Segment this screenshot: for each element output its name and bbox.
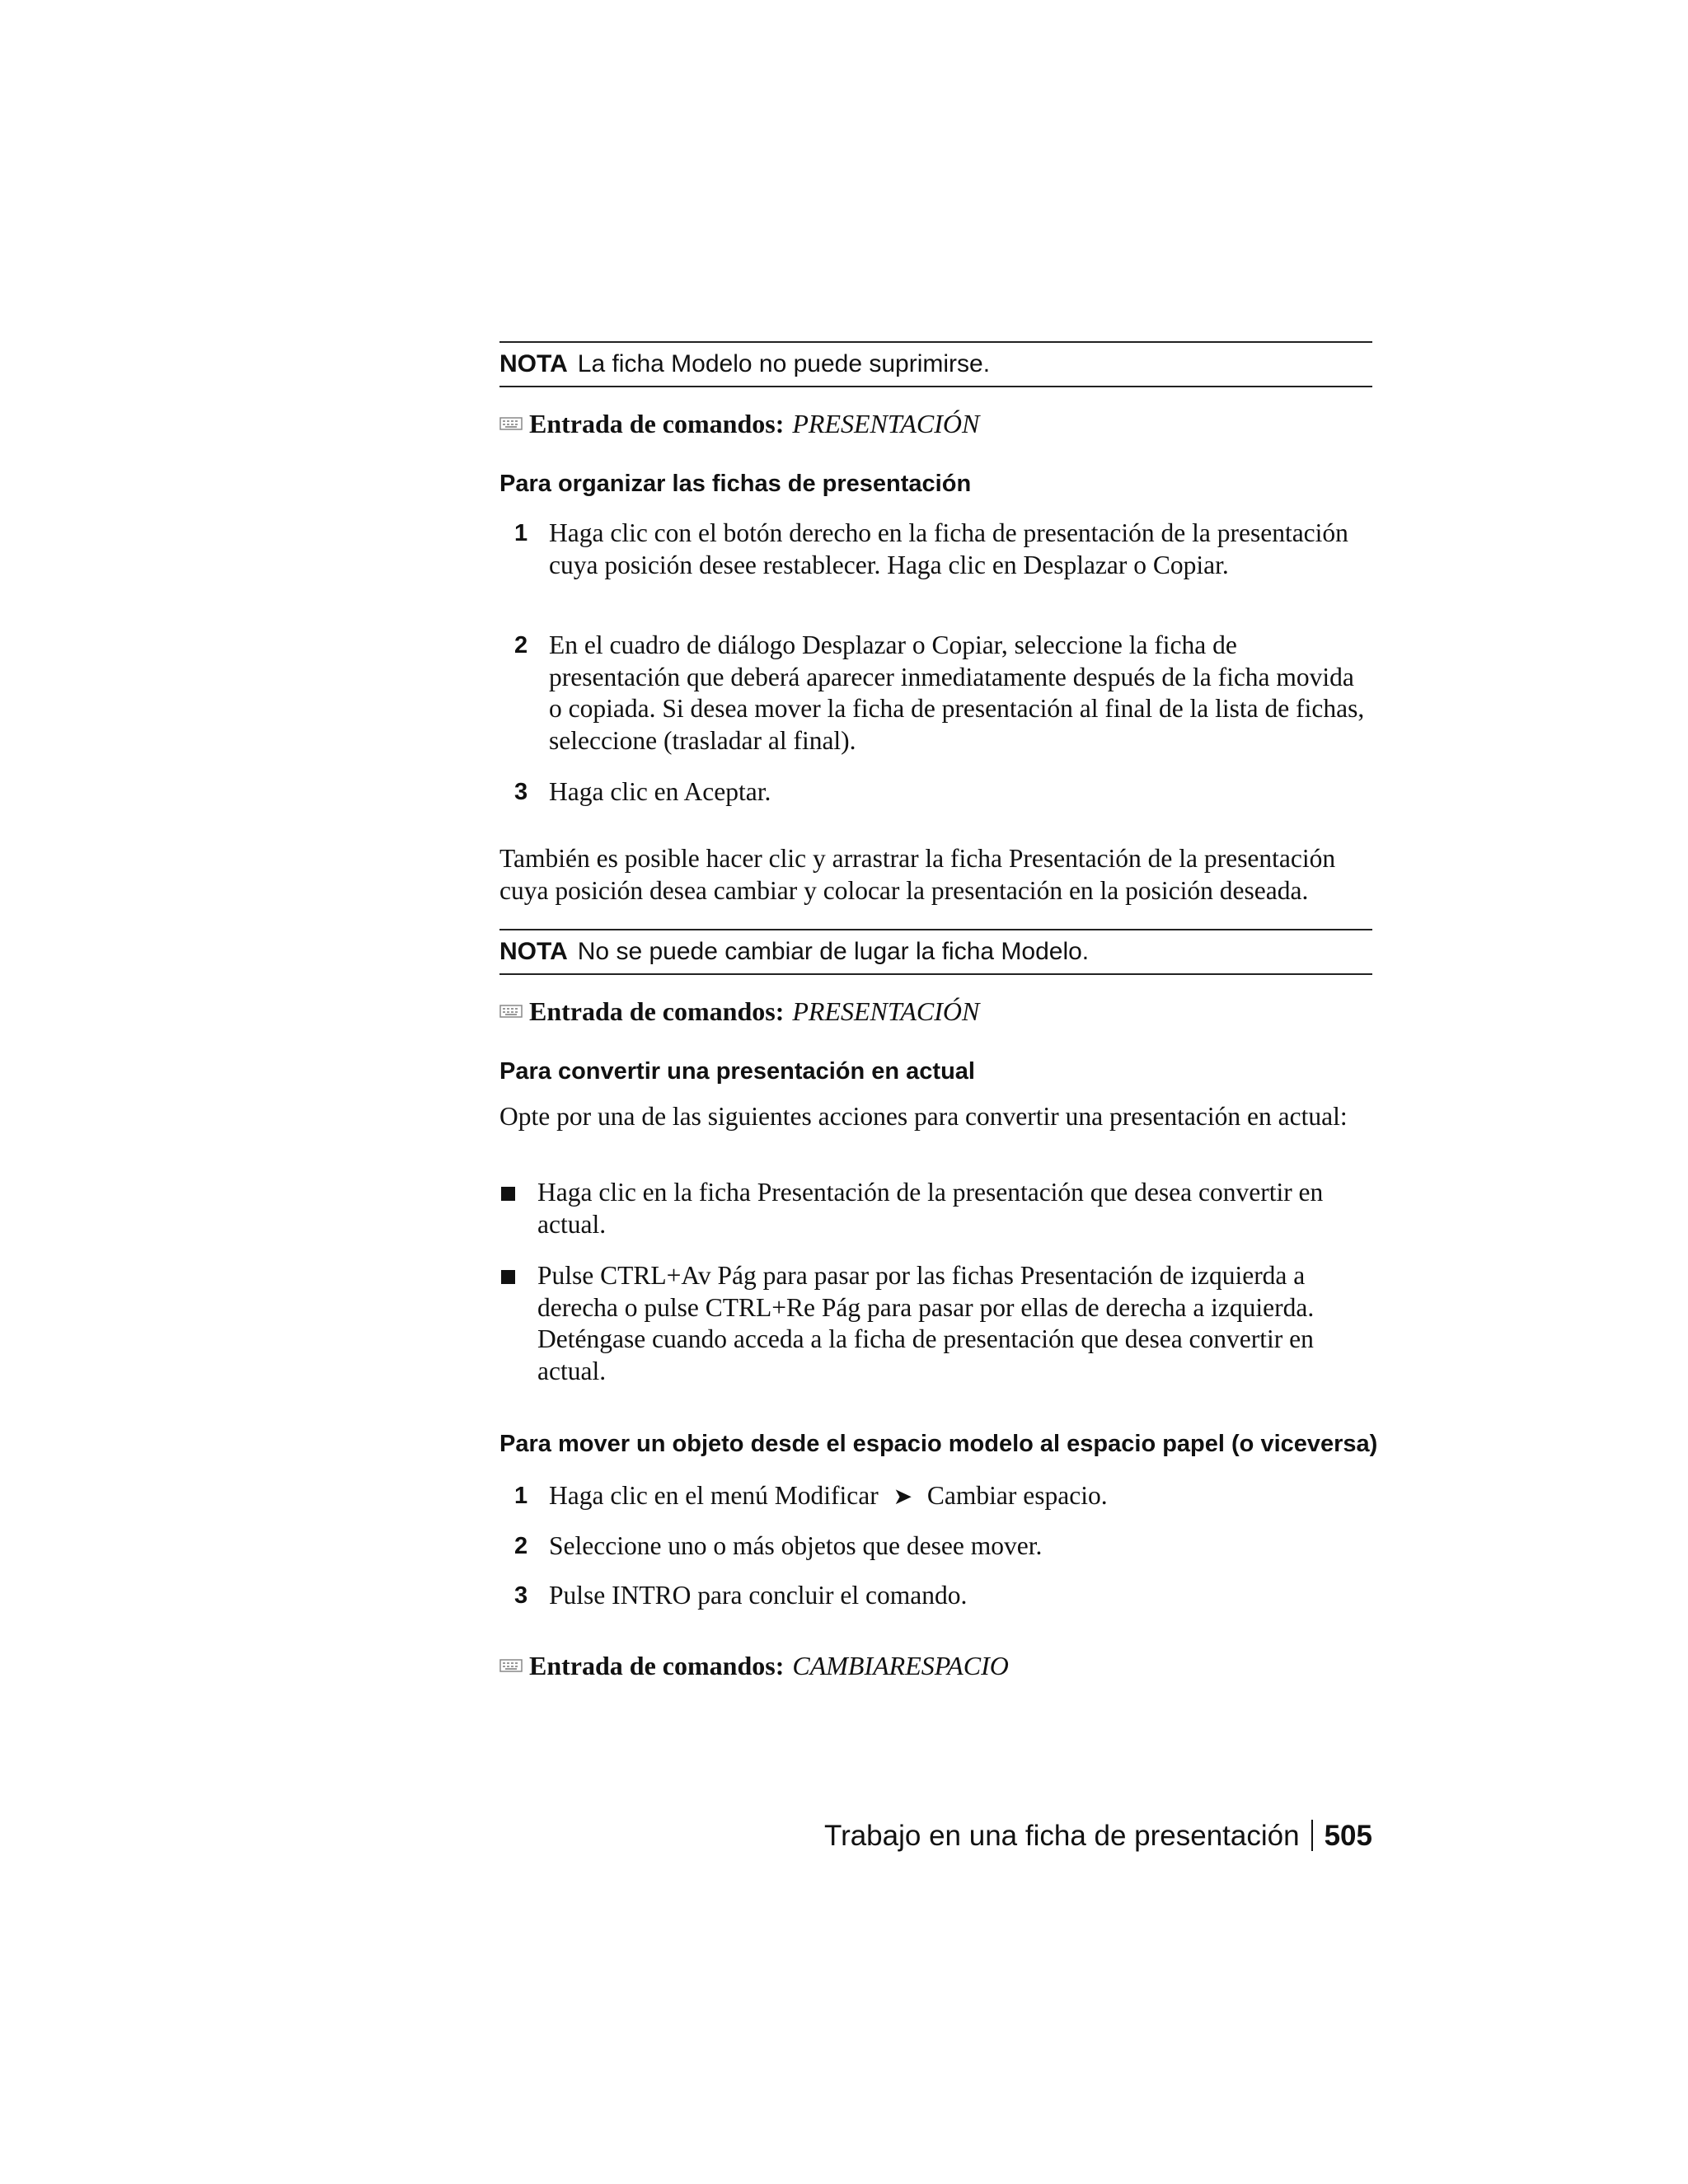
keyboard-icon (499, 415, 523, 432)
step-list (499, 1480, 1372, 1620)
command-entry (499, 995, 1372, 1028)
page-number: 505 (1324, 1820, 1372, 1852)
note-text: La ficha Modelo no puede suprimirse. (577, 350, 991, 377)
step-number: 3 (514, 779, 528, 805)
step-text-before: Haga clic en el menú Modificar (549, 1481, 879, 1510)
step-text-after: Cambiar espacio. (926, 1481, 1108, 1510)
note-text: No se puede cambiar de lugar la ficha Modelo. (577, 938, 1090, 965)
step-text (549, 1480, 1373, 1513)
command-entry-label: Entrada de comandos: (529, 1651, 785, 1680)
note-label: NOTA (499, 350, 568, 377)
bullet-text: Pulse CTRL+Av Pág para pasar por las fichas Presentación de izquierda a derecha o pulse CTRL+Re Pág para pasar por ellas de derecha a izquierda. Deténgase cuando acceda a la ficha de presentación que desea convertir en actual. (537, 1261, 1315, 1385)
note-box (499, 929, 1372, 975)
step-text: Haga clic en Aceptar. (549, 777, 771, 806)
body-paragraph: También es posible hacer clic y arrastrar la ficha Presentación de la presentación cuya posición desea cambiar y colocar la presentación en la posición deseada. (499, 844, 1336, 905)
step-number: 1 (514, 520, 528, 546)
body-paragraph: Opte por una de las siguientes acciones para convertir una presentación en actual: (499, 1102, 1348, 1131)
procedure-heading: Para convertir una presentación en actual (499, 1058, 975, 1085)
step-number: 3 (514, 1582, 528, 1609)
command-entry (499, 407, 1372, 440)
command-entry (499, 1649, 1372, 1682)
step-text: Pulse INTRO para concluir el comando. (549, 1581, 968, 1610)
footer-divider (1311, 1820, 1313, 1851)
bullet-marker (501, 1187, 515, 1201)
command-entry-label: Entrada de comandos: (529, 996, 785, 1026)
command-name: PRESENTACIÓN (792, 996, 980, 1026)
command-name: CAMBIARESPACIO (792, 1651, 1009, 1680)
step-number: 2 (514, 632, 528, 658)
bullet-marker (501, 1270, 515, 1284)
procedure-heading: Para mover un objeto desde el espacio modelo al espacio papel (o viceversa) (499, 1431, 1378, 1457)
keyboard-icon (499, 1657, 523, 1674)
footer-title: Trabajo en una ficha de presentación (823, 1820, 1300, 1852)
keyboard-icon (499, 1003, 523, 1019)
step-text: En el cuadro de diálogo Desplazar o Copiar, seleccione la ficha de presentación que deberá aparecer inmediatamente después de la ficha movida o copiada. Si desea mover la ficha de presentación al final de la lista de fichas, seleccione (trasladar al final). (549, 630, 1365, 755)
menu-arrow-icon: ➤ (893, 1483, 913, 1510)
command-entry-label: Entrada de comandos: (529, 409, 785, 438)
note-box (499, 341, 1372, 387)
note-label: NOTA (499, 938, 568, 965)
step-text: Seleccione uno o más objetos que desee mover. (549, 1531, 1043, 1560)
step-text: Haga clic con el botón derecho en la ficha de presentación de la presentación cuya posición desee restablecer. Haga clic en Desplazar o Copiar. (549, 518, 1348, 579)
bullet-text: Haga clic en la ficha Presentación de la presentación que desea convertir en actual. (537, 1178, 1324, 1239)
step-list (499, 518, 1372, 814)
procedure-heading: Para organizar las fichas de presentación (499, 471, 972, 497)
step-number: 2 (514, 1533, 528, 1559)
page-footer (824, 1817, 1372, 1855)
step-number: 1 (514, 1483, 528, 1509)
bullet-list (499, 1177, 1372, 1391)
command-name: PRESENTACIÓN (792, 409, 980, 438)
